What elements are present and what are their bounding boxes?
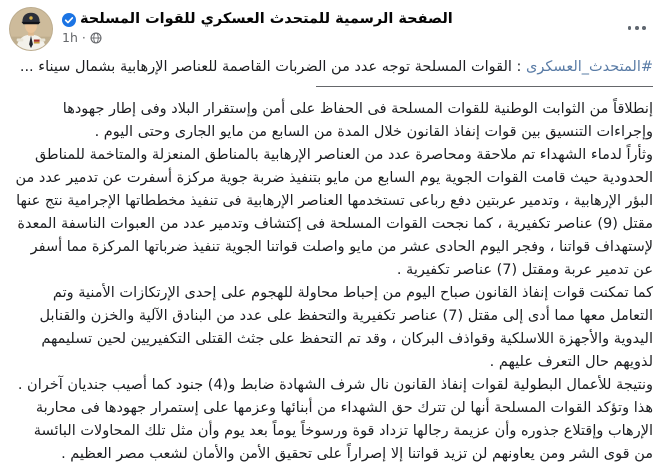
- post-paragraph: وثأراً لدماء الشهداء تم ملاحقة ومحاصرة عدد من العناصر الإرهابية بالمناطق المنعزلة والمتاخمة للمناطق الحدودية حيث قامت القوات الجوية يوم السابع من مايو بتنفيذ ضربة جوية مركزة أسفرت عن تدمير عدد من البؤر الإرهابية ، وتدمير عربتين دفع رباعى تستخدمها العناصر الإرهابية فى تنفيذ مخططاتها الإجرامية نتج عنها مقتل (9) عناصر تكفيرية ، كما نجحت القوات المسلحة فى إكتشاف وتدمير عدد من العبوات الناسفة المعدة لإستهداف قواتنا ، وفجر اليوم الحادى عشر من مايو واصلت قواتنا الجوية تنفيذ ضرباتها المركزة مما أسفر عن تدمير عربة ومقتل (7) عناصر تكفيرية .: [15, 147, 653, 278]
- page-info: [62, 7, 453, 45]
- post-paragraph: ونتيجة للأعمال البطولية لقوات إنفاذ القانون نال شرف الشهادة ضابط و(4) جنود كما أصيب جنديان آخران .: [17, 377, 653, 393]
- page-name-link[interactable]: الصفحة الرسمية للمتحدث العسكري للقوات المسلحة: [80, 11, 453, 27]
- post-headline: [13, 56, 653, 79]
- page-avatar[interactable]: [9, 7, 53, 51]
- post-meta: [62, 31, 453, 45]
- verified-badge-icon: [62, 12, 76, 26]
- post-paragraph: إنطلاقاً من الثوابت الوطنية للقوات المسلحة فى الحفاظ على أمن وإستقرار البلاد وفى إطار جهودها وإجراءات التنسيق بين قوات إنفاذ القانون خلال المدة من السابع من مايو الجارى وحتى اليوم .: [62, 101, 653, 140]
- hashtag-link[interactable]: #المتحدث_العسكرى: [526, 59, 653, 75]
- page-name-row: [62, 10, 453, 28]
- post-paragraph: هذا وتؤكد القوات المسلحة أنها لن تترك حق الشهداء من أبنائها وعزمها على إستمرار جهودها فى محاربة الإرهاب وإقتلاع جذوره وأن عزيمة رجالها تزداد قوة ورسوخاً يوماً بعد يوم وأن مثل تلك المحاولات البائسة من قوى الشر ومن يعاونهم لن تزيد قواتنا إلا إصراراً على تحقيق الأمن والأمان لشعب مصر العظيم .: [33, 400, 653, 462]
- post-paragraph: كما تمكنت قوات إنفاذ القانون صباح اليوم من إحباط محاولة للهجوم على إحدى الإرتكازات الأمنية وتم التعامل معها مما أدى إلى مقتل (7) عناصر تكفيرية والتحفظ على عدد من البنادق الآلية والخزن والقنابل اليدوية والأجهزة اللاسلكية وقواذف البركان ، وقد تم التحفظ على جثث القتلى التكفيريين لحين تسليمهم لذويهم حال التعرف عليهم .: [39, 285, 653, 370]
- ellipsis-dot: [628, 26, 632, 30]
- ellipsis-dot: [642, 26, 646, 30]
- meta-separator: ·: [81, 30, 86, 45]
- globe-privacy-icon: [90, 32, 102, 44]
- text-separator-line: [316, 86, 653, 87]
- ellipsis-dot: [635, 26, 639, 30]
- post-timestamp[interactable]: 1h: [62, 30, 78, 45]
- headline-text: : القوات المسلحة توجه عدد من الضربات القاصمة للعناصر الإرهابية بشمال سيناء ...: [19, 59, 527, 75]
- military-officer-avatar-image: [10, 8, 52, 50]
- post-options-menu-button[interactable]: [624, 22, 650, 34]
- post-body: [0, 51, 666, 466]
- post-header: [0, 0, 666, 51]
